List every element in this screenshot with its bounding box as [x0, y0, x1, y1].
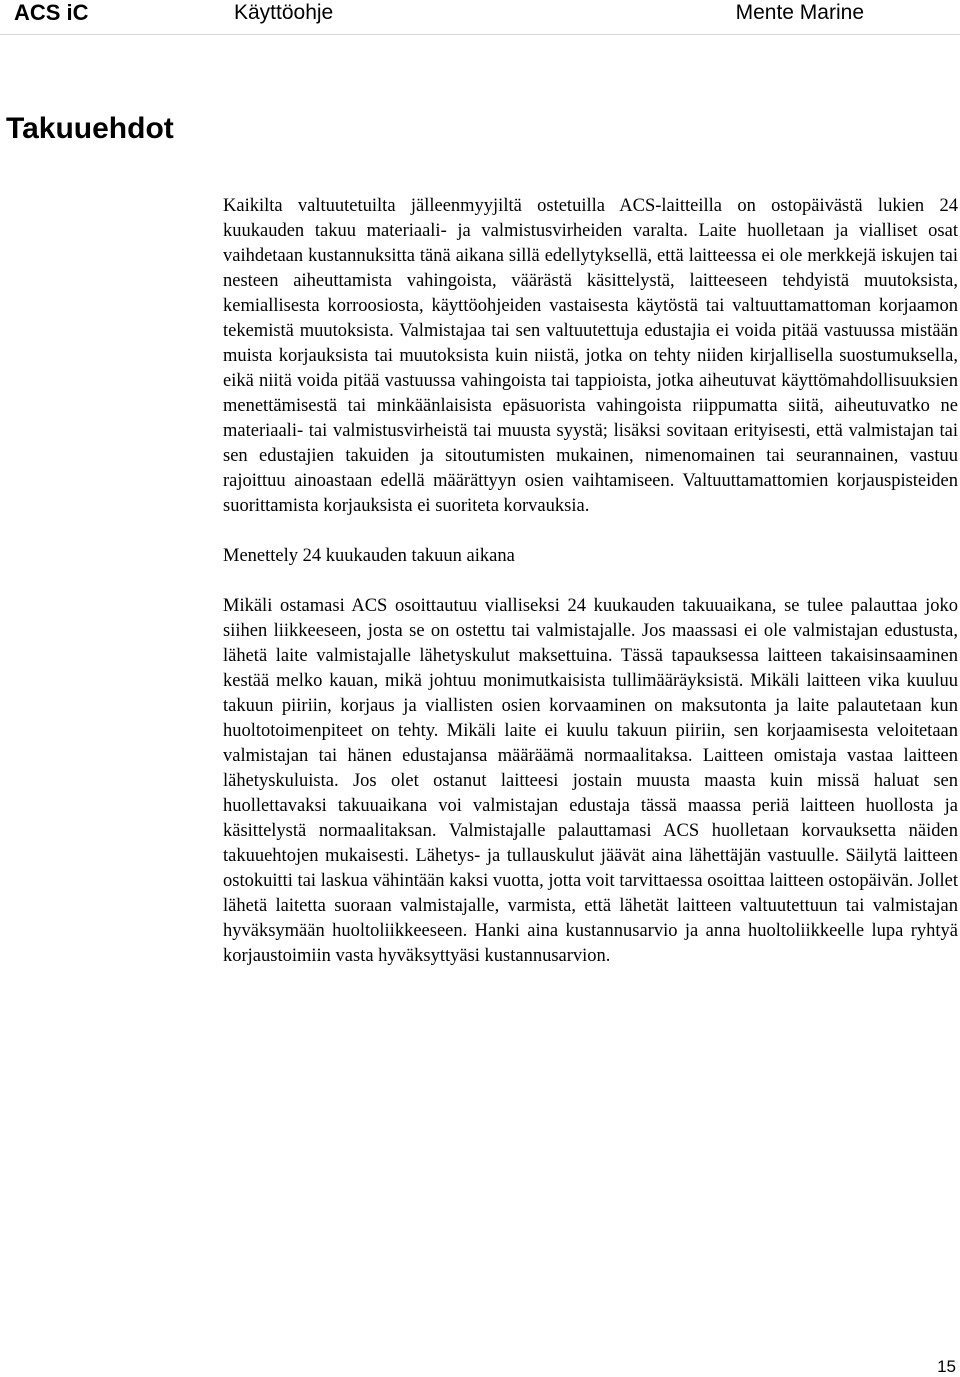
header-divider: [0, 34, 960, 35]
company-name: Mente Marine: [735, 1, 864, 24]
product-name: ACS iC: [14, 0, 89, 25]
main-content: [223, 194, 958, 969]
page-header: [0, 0, 960, 36]
page-number: 15: [937, 1357, 956, 1376]
page-title: Takuuehdot: [6, 112, 174, 145]
warranty-terms-paragraph: Kaikilta valtuutetuilta jälleenmyyjiltä ostetuilla ACS-laitteilla on ostopäivästä lukien 24 kuukauden takuu materiaali- ja valmistusvirheiden varalta. Laite huolletaan ja vialliset osat vaihdetaan kustannuksitta tänä aikana sillä edellytyksellä, että laitteessa ei ole merkkejä iskujen tai nesteen aiheuttamista vahingoista, väärästä käsittelystä, laitteeseen tehdyistä muutoksista, kemiallisesta korroosiosta, käyttöohjeiden vastaisesta käytöstä tai valtuuttamattoman korjaamon tekemistä muutoksista. Valmistajaa tai sen valtuutettuja edustajia ei voida pitää vastuussa mistään muista korjauksista tai muutoksista kuin niistä, jotka on tehty niiden kirjallisella suostumuksella, eikä niitä voida pitää vastuussa vahingoista tai tappioista, jotka aiheutuvat käyttömahdollisuuksien menettämisestä tai minkäänlaisista epäsuorista vahingoista riippumatta siitä, aiheutuvatko ne materiaali- tai valmistusvirheistä tai muusta syystä; lisäksi sovitaan erityisesti, että valmistajan tai sen edustajien takuiden ja sitoutumisten mukainen, nimenomainen tai seurannainen, vastuu rajoittuu ainoastaan edellä määrättyyn osien vaihtamiseen. Valtuuttamattomien korjauspisteiden suorittamista korjauksista ei suoriteta korvauksia.: [223, 196, 958, 516]
warranty-procedure-paragraph: Mikäli ostamasi ACS osoittautuu vialliseksi 24 kuukauden takuuaikana, se tulee palauttaa joko siihen liikkeeseen, josta se on ostettu tai valmistajalle. Jos maassasi ei ole valmistajan edustusta, lähetä laite valmistajalle lähetyskulut maksettuina. Tässä tapauksessa laitteen takaisinsaaminen kestää melko kauan, mikä johtuu monimutkaisista tullimääräyksistä. Mikäli laitteen vika kuuluu takuun piiriin, korjaus ja viallisten osien korvaaminen on maksutonta ja laite palautetaan kun huoltotoimenpiteet on tehty. Mikäli laite ei kuulu takuun piiriin, sen korjaamisesta veloitetaan valmistajan tai hänen edustajansa määräämä normaalitaksa. Laitteen omistaja vastaa laitteen lähetyskuluista. Jos olet ostanut laitteesi jostain muusta maasta kuin missä haluat sen huollettavaksi takuuaikana voi valmistajan edustaja tässä maassa periä laitteen huollosta ja käsittelystä normaalitaksan. Valmistajalle palauttamasi ACS huolletaan korvauksetta näiden takuuehtojen mukaisesti. Lähetys- ja tullauskulut jäävät aina lähettäjän vastuulle. Säilytä laitteen ostokuitti tai laskua vähintään kaksi vuotta, jotta voit tarvittaessa osoittaa laitteen ostopäivän. Jollet lähetä laitetta suoraan valmistajalle, varmista, että lähetät laitteen valtuutettuun tai valmistajan hyväksymään huoltoliikkeeseen. Hanki aina kustannusarvio ja anna huoltoliikkeelle lupa ryhtyä korjaustoimiin vasta hyväksyttyäsi kustannusarvion.: [223, 596, 958, 966]
document-type: Käyttöohje: [234, 1, 334, 24]
section-subheading: Menettely 24 kuukauden takuun aikana: [223, 546, 515, 566]
